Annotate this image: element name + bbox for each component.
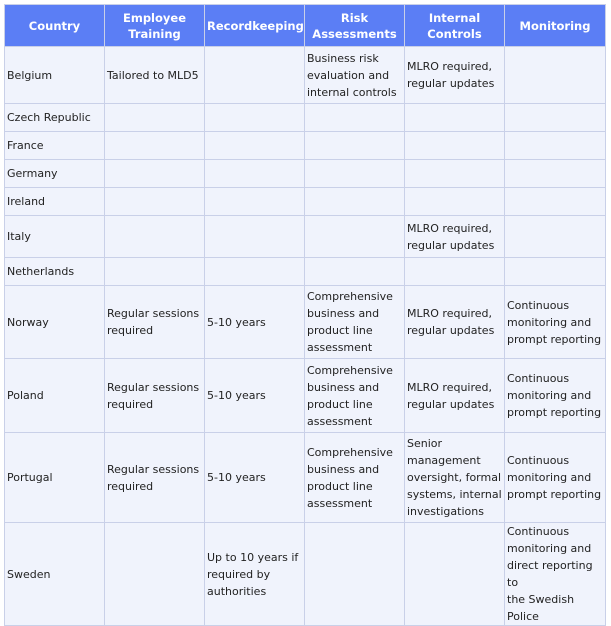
cell-training xyxy=(105,216,205,258)
cell-risk xyxy=(305,104,405,132)
cell-training: Regular sessions required xyxy=(105,433,205,523)
cell-monitoring xyxy=(505,216,606,258)
header-internal-controls: Internal Controls xyxy=(405,5,505,47)
cell-risk: Business risk evaluation and internal controls xyxy=(305,47,405,104)
header-monitoring: Monitoring xyxy=(505,5,606,47)
cell-controls xyxy=(405,258,505,286)
cell-recordkeeping: 5-10 years xyxy=(205,286,305,359)
cell-training xyxy=(105,104,205,132)
cell-controls xyxy=(405,160,505,188)
table-row xyxy=(5,132,606,160)
header-country: Country xyxy=(5,5,105,47)
table-row xyxy=(5,359,606,433)
cell-monitoring xyxy=(505,104,606,132)
cell-controls xyxy=(405,104,505,132)
cell-monitoring xyxy=(505,188,606,216)
cell-risk xyxy=(305,160,405,188)
cell-recordkeeping xyxy=(205,258,305,286)
table-row xyxy=(5,286,606,359)
cell-country: Norway xyxy=(5,286,105,359)
cell-controls: MLRO required, regular updates xyxy=(405,359,505,433)
cell-controls xyxy=(405,188,505,216)
table-row xyxy=(5,216,606,258)
cell-monitoring: Continuous monitoring and prompt reporting xyxy=(505,433,606,523)
header-risk-assessments: Risk Assessments xyxy=(305,5,405,47)
cell-country: Germany xyxy=(5,160,105,188)
cell-monitoring xyxy=(505,258,606,286)
cell-training xyxy=(105,132,205,160)
cell-controls: MLRO required, regular updates xyxy=(405,47,505,104)
cell-training xyxy=(105,258,205,286)
cell-risk xyxy=(305,188,405,216)
cell-training xyxy=(105,188,205,216)
cell-risk: Comprehensive business and product line assessment xyxy=(305,286,405,359)
cell-country: Portugal xyxy=(5,433,105,523)
cell-recordkeeping: 5-10 years xyxy=(205,359,305,433)
cell-recordkeeping xyxy=(205,47,305,104)
table-row xyxy=(5,47,606,104)
cell-risk xyxy=(305,523,405,626)
cell-country: Poland xyxy=(5,359,105,433)
cell-recordkeeping: 5-10 years xyxy=(205,433,305,523)
cell-risk: Comprehensive business and product line assessment xyxy=(305,433,405,523)
cell-controls xyxy=(405,523,505,626)
cell-training xyxy=(105,523,205,626)
cell-training xyxy=(105,160,205,188)
cell-controls: MLRO required, regular updates xyxy=(405,286,505,359)
cell-country: Sweden xyxy=(5,523,105,626)
cell-risk xyxy=(305,216,405,258)
table-row xyxy=(5,258,606,286)
cell-monitoring: Continuous monitoring and prompt reporting xyxy=(505,286,606,359)
cell-recordkeeping xyxy=(205,104,305,132)
aml-requirements-table xyxy=(4,4,606,626)
cell-recordkeeping: Up to 10 years if required by authorities xyxy=(205,523,305,626)
cell-risk xyxy=(305,258,405,286)
cell-recordkeeping xyxy=(205,216,305,258)
cell-country: France xyxy=(5,132,105,160)
cell-country: Italy xyxy=(5,216,105,258)
cell-country: Czech Republic xyxy=(5,104,105,132)
cell-country: Netherlands xyxy=(5,258,105,286)
cell-monitoring xyxy=(505,47,606,104)
cell-monitoring: Continuous monitoring and direct reporting to the Swedish Police xyxy=(505,523,606,626)
cell-country: Belgium xyxy=(5,47,105,104)
table-row xyxy=(5,104,606,132)
cell-country: Ireland xyxy=(5,188,105,216)
cell-recordkeeping xyxy=(205,188,305,216)
cell-risk xyxy=(305,132,405,160)
table-row xyxy=(5,160,606,188)
table-row xyxy=(5,188,606,216)
cell-monitoring xyxy=(505,132,606,160)
cell-controls: Senior management oversight, formal systems, internal investigations xyxy=(405,433,505,523)
cell-training: Regular sessions required xyxy=(105,286,205,359)
header-recordkeeping: Recordkeeping xyxy=(205,5,305,47)
header-row xyxy=(5,5,606,47)
table-row xyxy=(5,523,606,626)
cell-recordkeeping xyxy=(205,132,305,160)
cell-controls xyxy=(405,132,505,160)
cell-training: Regular sessions required xyxy=(105,359,205,433)
cell-monitoring: Continuous monitoring and prompt reporting xyxy=(505,359,606,433)
header-employee-training: Employee Training xyxy=(105,5,205,47)
cell-monitoring xyxy=(505,160,606,188)
table-row xyxy=(5,433,606,523)
cell-risk: Comprehensive business and product line assessment xyxy=(305,359,405,433)
cell-recordkeeping xyxy=(205,160,305,188)
cell-controls: MLRO required, regular updates xyxy=(405,216,505,258)
cell-training: Tailored to MLD5 xyxy=(105,47,205,104)
